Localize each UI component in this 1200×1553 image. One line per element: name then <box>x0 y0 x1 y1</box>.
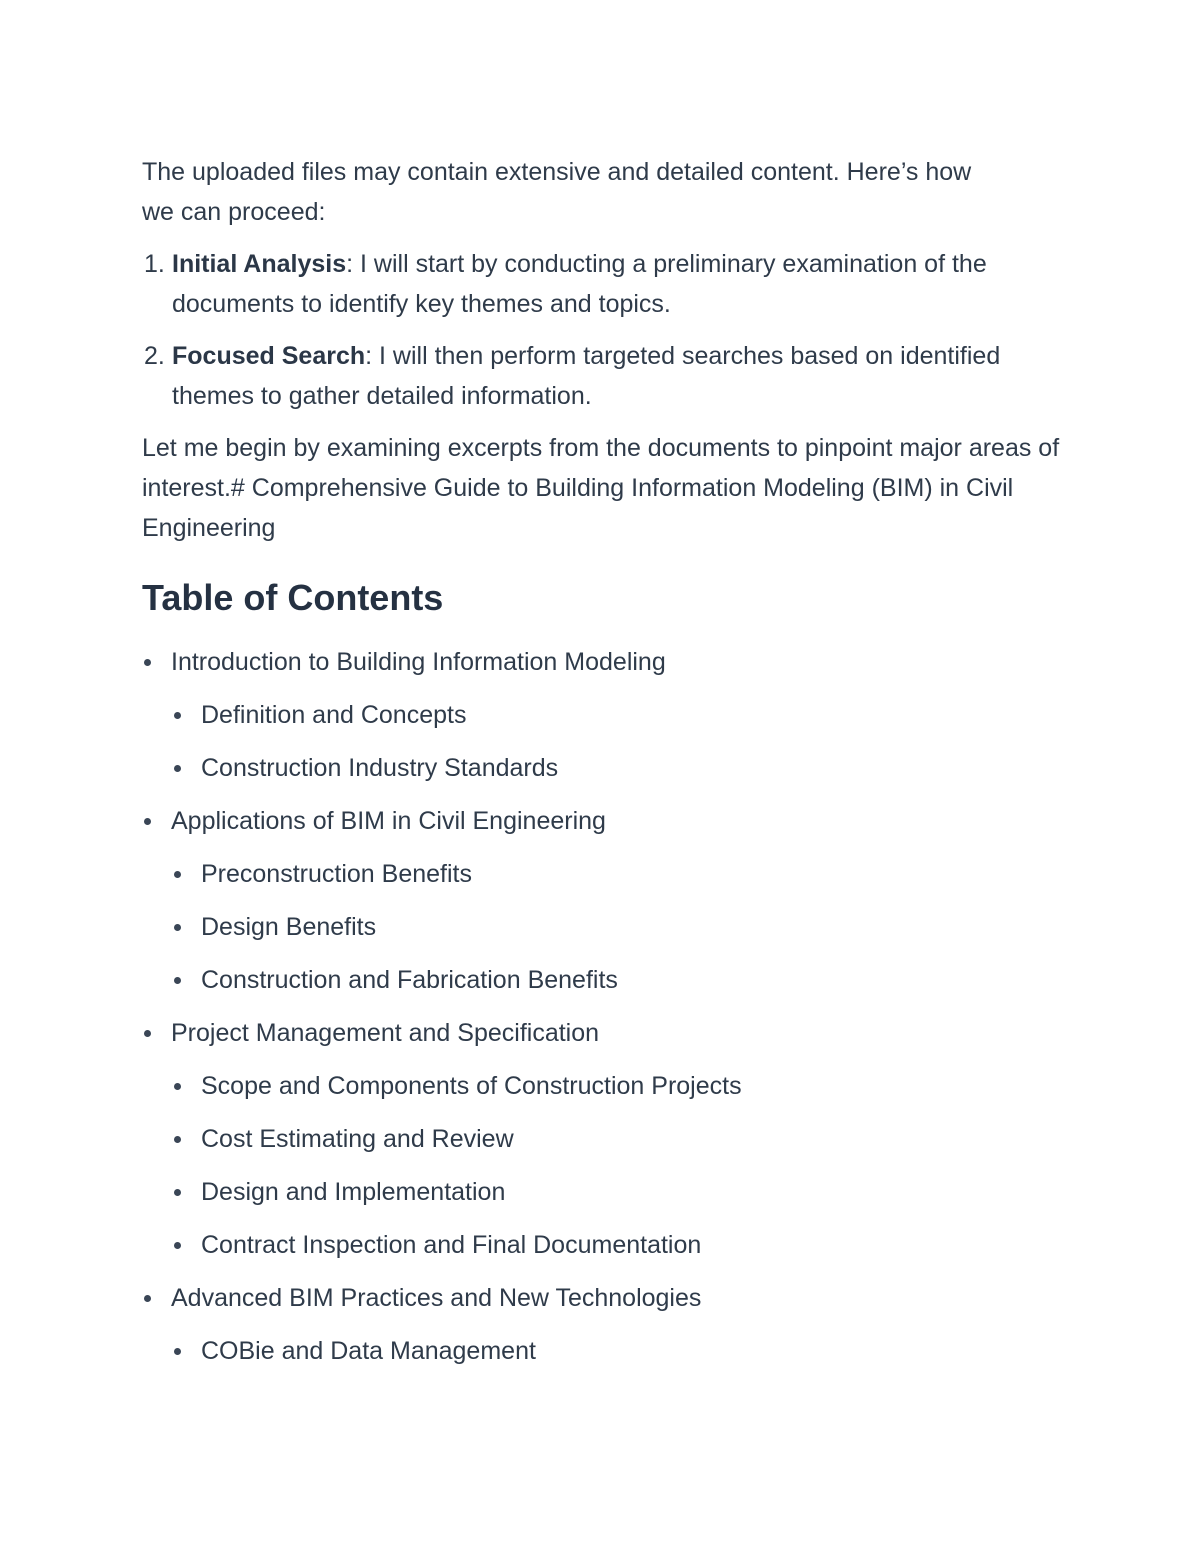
toc-subsection-item <box>171 748 1072 801</box>
toc-section <box>142 801 1072 1013</box>
bullet-icon <box>174 871 181 878</box>
toc-subsection-label: COBie and Data Management <box>201 1337 536 1365</box>
step-number: 1. <box>144 250 165 278</box>
step-item <box>144 336 1072 416</box>
toc-section-row <box>171 1013 1072 1066</box>
toc-section-label: Advanced BIM Practices and New Technologies <box>171 1284 702 1312</box>
toc-heading: Table of Contents <box>142 577 444 618</box>
toc-subsection-label: Cost Estimating and Review <box>201 1125 514 1153</box>
toc-subsection-list <box>171 1331 1072 1384</box>
toc-subsection-item <box>171 960 1072 1013</box>
bullet-icon <box>174 1083 181 1090</box>
bullet-icon <box>174 765 181 772</box>
toc-subsection-label: Preconstruction Benefits <box>201 860 472 888</box>
bullet-icon <box>174 712 181 719</box>
bullet-icon <box>174 1136 181 1143</box>
table-of-contents <box>142 642 1072 1384</box>
toc-section <box>142 1278 1072 1384</box>
toc-subsection-item <box>171 1066 1072 1119</box>
intro-line-1: The uploaded files may contain extensive and detailed content. Here’s how <box>142 158 972 186</box>
intro-paragraph <box>142 152 1072 232</box>
toc-subsection-item <box>171 1172 1072 1225</box>
toc-subsection-label: Construction Industry Standards <box>201 754 559 782</box>
toc-section <box>142 1013 1072 1278</box>
toc-subsection-list <box>171 854 1072 1013</box>
toc-subsection-item <box>171 907 1072 960</box>
toc-subsection-list <box>171 1066 1072 1278</box>
toc-subsection-item <box>171 1119 1072 1172</box>
intro-line-2: we can proceed: <box>142 198 326 226</box>
bullet-icon <box>174 1348 181 1355</box>
toc-section <box>142 642 1072 801</box>
step-title: Focused Search <box>172 342 366 370</box>
bullet-icon <box>144 818 151 825</box>
steps-list <box>142 244 1072 416</box>
step-title: Initial Analysis <box>172 250 347 278</box>
toc-subsection-label: Contract Inspection and Final Documentation <box>201 1231 702 1259</box>
toc-subsection-label: Design Benefits <box>201 913 377 941</box>
toc-section-label: Project Management and Specification <box>171 1019 600 1047</box>
toc-subsection-item <box>171 1225 1072 1278</box>
toc-subsection-label: Scope and Components of Construction Projects <box>201 1072 742 1100</box>
document-content <box>142 152 1072 1384</box>
toc-subsection-label: Construction and Fabrication Benefits <box>201 966 618 994</box>
bullet-icon <box>144 659 151 666</box>
closing-paragraph: Let me begin by examining excerpts from the documents to pinpoint major areas of interest.# Comprehensive Guide to Building Information Modeling (BIM) in Civil Engineering <box>142 434 1060 542</box>
toc-subsection-item <box>171 854 1072 907</box>
toc-subsection-label: Design and Implementation <box>201 1178 506 1206</box>
toc-subsection-item <box>171 1331 1072 1384</box>
step-item <box>144 244 1072 324</box>
toc-section-row <box>171 801 1072 854</box>
toc-section-row <box>171 1278 1072 1331</box>
bullet-icon <box>144 1295 151 1302</box>
bullet-icon <box>144 1030 151 1037</box>
toc-section-label: Introduction to Building Information Modeling <box>171 648 666 676</box>
bullet-icon <box>174 977 181 984</box>
bullet-icon <box>174 924 181 931</box>
toc-subsection-label: Definition and Concepts <box>201 701 467 729</box>
toc-subsection-list <box>171 695 1072 801</box>
step-text: : I will start by conducting a preliminary examination of the documents to identify key themes and topics. <box>172 250 987 318</box>
step-text: : I will then perform targeted searches based on identified themes to gather detailed information. <box>172 342 1001 410</box>
bullet-icon <box>174 1242 181 1249</box>
bullet-icon <box>174 1189 181 1196</box>
step-number: 2. <box>144 342 165 370</box>
toc-subsection-item <box>171 695 1072 748</box>
toc-section-label: Applications of BIM in Civil Engineering <box>171 807 606 835</box>
toc-section-row <box>171 642 1072 695</box>
